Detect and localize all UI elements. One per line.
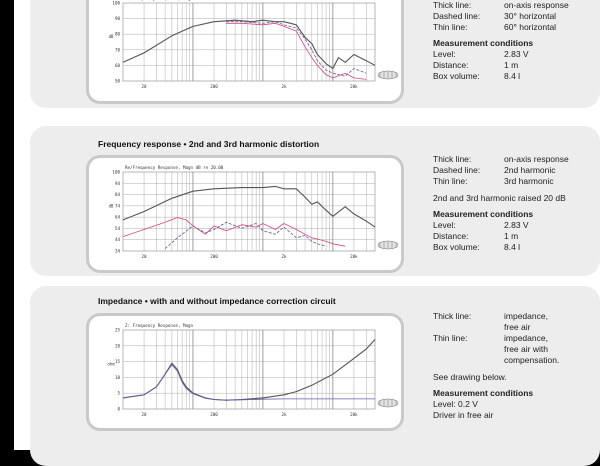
- y-tick-label: 0: [117, 406, 120, 412]
- chart-svg: [89, 0, 401, 101]
- legend-label: Thick line:: [433, 311, 472, 321]
- y-tick-label: 34: [114, 248, 120, 254]
- legend-value: 3rd harmonic: [504, 176, 554, 186]
- chart-harmonic-distortion: [86, 155, 404, 273]
- conditions-title: Measurement conditions: [433, 388, 534, 398]
- brand-logo-icon: [378, 399, 398, 407]
- legend-row: [433, 11, 569, 22]
- legend-value: on-axis response: [504, 0, 569, 10]
- y-tick-label: 25: [114, 327, 120, 333]
- chart-title: Z: Frequency Response, Magn: [125, 323, 194, 328]
- y-tick-label: 5: [117, 390, 120, 396]
- condition-row: [433, 231, 569, 242]
- conditions-title: Measurement conditions: [433, 209, 534, 219]
- conditions-title: Measurement conditions: [433, 38, 534, 48]
- panel-title: Frequency response • 2nd and 3rd harmonic distortion: [98, 139, 320, 149]
- legend-row: [433, 176, 569, 187]
- y-tick-label: 80: [114, 31, 120, 37]
- legend-value: impedance, free air with compensation.: [504, 333, 560, 365]
- condition-value: 2.83 V: [504, 49, 529, 59]
- panel-impedance: [30, 286, 600, 466]
- y-unit-label: ohm: [107, 361, 115, 367]
- x-tick-label: 20k: [350, 254, 358, 259]
- y-unit-label: dB: [108, 34, 114, 39]
- condition-value: 8.4 l: [504, 71, 521, 81]
- y-tick-label: 44: [114, 237, 120, 243]
- y-tick-label: 100: [112, 0, 120, 6]
- brand-logo-icon: [378, 241, 398, 249]
- legend-value: 2nd harmonic: [504, 165, 556, 175]
- document-page: [14, 0, 600, 450]
- legend-label: Thin line:: [433, 333, 468, 343]
- x-tick-label: 2k: [281, 84, 287, 89]
- legend-value: on-axis response: [504, 154, 569, 164]
- panel-harmonic-distortion: [30, 126, 600, 276]
- condition-value: 2.83 V: [504, 220, 529, 230]
- y-tick-label: 84: [114, 192, 120, 198]
- legend-value: impedance, free air: [504, 311, 548, 332]
- y-tick-label: 10: [114, 374, 120, 380]
- y-tick-label: 90: [114, 16, 120, 22]
- legend-row: [433, 0, 569, 11]
- legend-row: [433, 165, 569, 176]
- legend-value: 60° horizontal: [504, 22, 557, 32]
- legend-row: [433, 22, 569, 33]
- condition-line: Driver in free air: [433, 410, 494, 420]
- y-tick-label: 100: [112, 169, 120, 175]
- condition-value: 1 m: [504, 231, 519, 241]
- x-tick-label: 20k: [350, 412, 358, 417]
- brand-logo-icon: [378, 71, 398, 79]
- x-tick-label: 2k: [281, 412, 287, 417]
- legend-label: Dashed line:: [433, 165, 481, 175]
- condition-label: Box volume:: [433, 242, 480, 252]
- plot-area: [123, 172, 375, 251]
- y-tick-label: 60: [114, 62, 120, 68]
- condition-row: [433, 71, 569, 82]
- legend-label: Thick line:: [433, 154, 472, 164]
- y-tick-label: 94: [114, 180, 120, 186]
- x-tick-label: 200: [210, 412, 218, 417]
- panel3-info: [433, 311, 559, 421]
- x-tick-label: 2k: [281, 254, 287, 259]
- chart-title: Re/Frequency Response, Magn dB re 20.00: [125, 165, 224, 170]
- y-unit-label: dB: [108, 203, 114, 209]
- x-tick-label: 20: [141, 412, 147, 417]
- legend-label: Thin line:: [433, 22, 468, 32]
- note-text: 2nd and 3rd harmonic raised 20 dB: [433, 193, 566, 203]
- condition-line: Level: 0.2 V: [433, 399, 478, 409]
- chart-svg: [89, 158, 401, 270]
- condition-label: Distance:: [433, 231, 469, 241]
- condition-label: Level:: [433, 220, 456, 230]
- legend-label: Dashed line:: [433, 11, 481, 21]
- panel-title: Impedance • with and without impedance correction circuit: [98, 296, 336, 306]
- legend-row: [433, 311, 559, 333]
- condition-value: 8.4 l: [504, 242, 521, 252]
- panel-frequency-response: [30, 0, 600, 108]
- condition-row: [433, 242, 569, 253]
- plot-area: [123, 330, 375, 409]
- y-tick-label: 54: [114, 225, 120, 231]
- x-tick-label: 20: [141, 254, 147, 259]
- x-tick-label: 20: [141, 84, 147, 89]
- legend-row: [433, 333, 559, 366]
- legend-label: Thick line:: [433, 0, 472, 10]
- y-tick-label: 20: [114, 343, 120, 349]
- chart-svg: [89, 316, 401, 428]
- x-tick-label: 20k: [350, 84, 358, 89]
- legend-value: 30° horizontal: [504, 11, 557, 21]
- condition-label: Level:: [433, 49, 456, 59]
- condition-value: 1 m: [504, 60, 519, 70]
- condition-row: [433, 220, 569, 231]
- condition-label: Distance:: [433, 60, 469, 70]
- legend-row: [433, 154, 569, 165]
- panel1-info: [433, 0, 569, 82]
- chart-impedance: [86, 313, 404, 431]
- y-tick-label: 74: [114, 203, 120, 209]
- chart-title: [125, 0, 224, 1]
- condition-row: [433, 49, 569, 60]
- y-tick-label: 64: [114, 214, 120, 220]
- panel2-info: [433, 154, 569, 253]
- x-tick-label: 200: [210, 84, 218, 89]
- x-tick-label: 200: [210, 254, 218, 259]
- y-tick-label: 50: [114, 78, 120, 84]
- condition-row: [433, 60, 569, 71]
- y-tick-label: 70: [114, 47, 120, 53]
- note-text: See drawing below.: [433, 372, 507, 382]
- y-tick-label: 15: [114, 359, 120, 365]
- chart-frequency-response: [86, 0, 404, 104]
- legend-label: Thin line:: [433, 176, 468, 186]
- condition-label: Box volume:: [433, 71, 480, 81]
